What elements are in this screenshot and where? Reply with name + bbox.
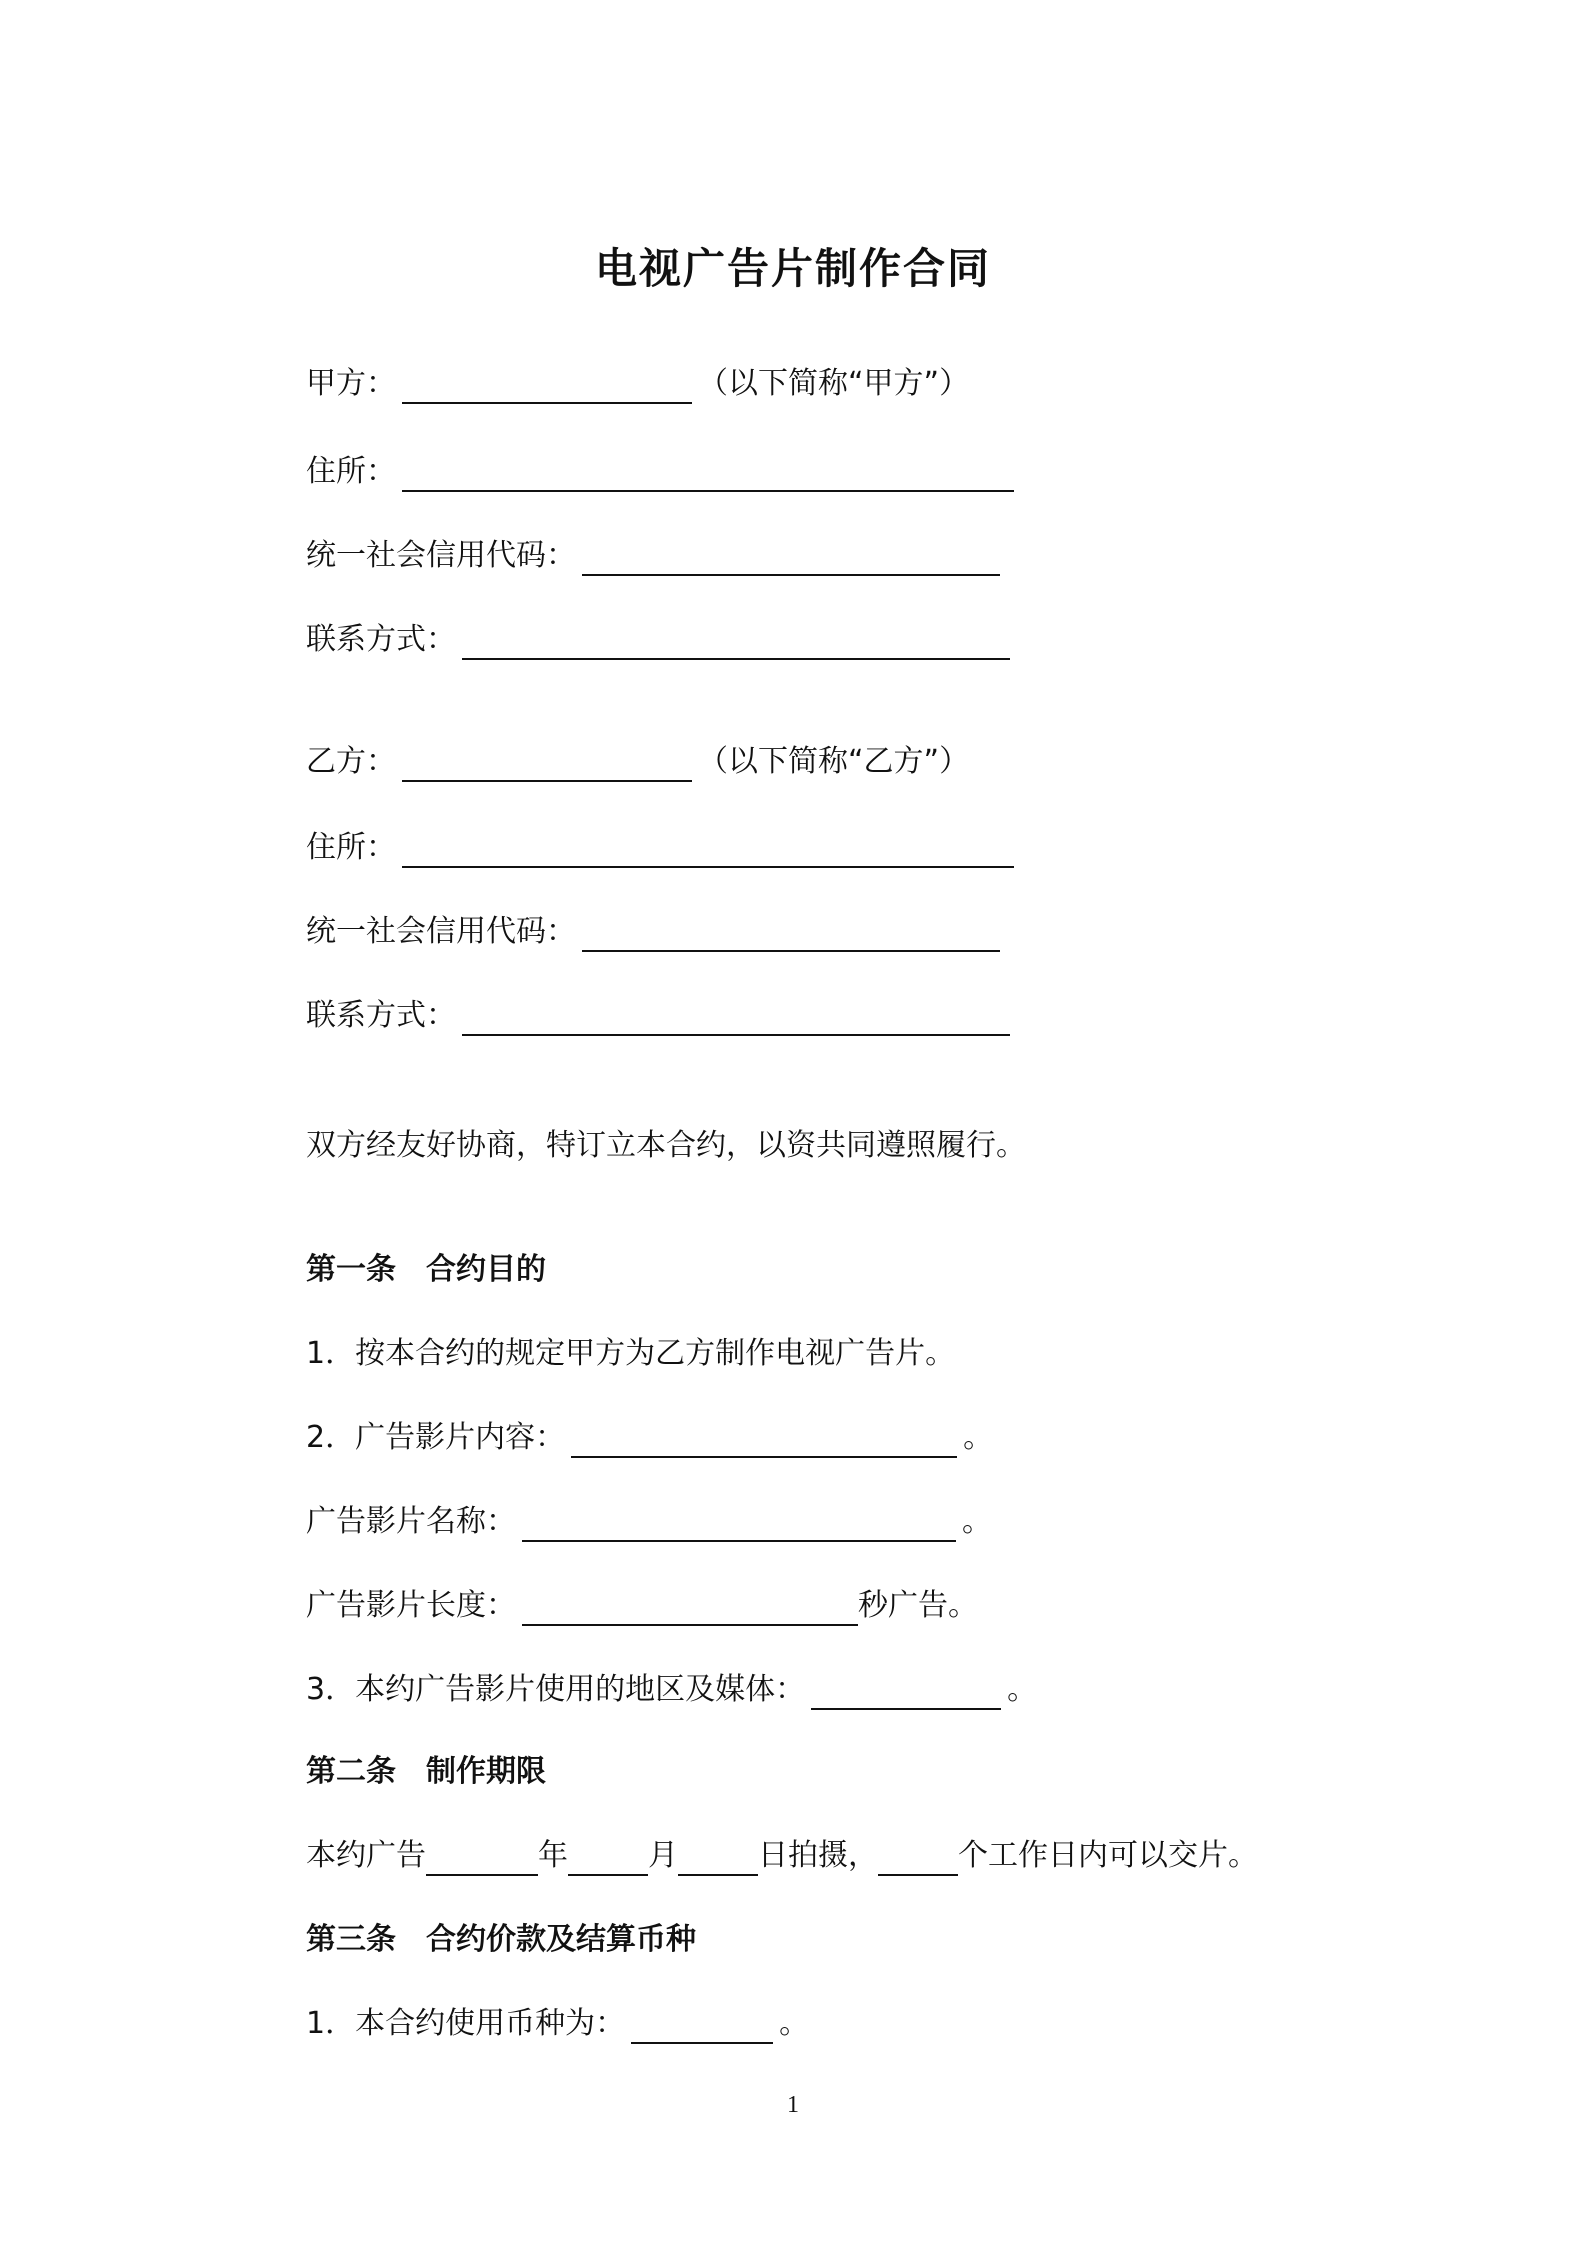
party-b-label: 乙方： xyxy=(306,744,396,779)
article-3-heading xyxy=(306,1920,696,1960)
article-2-number: 第二条 xyxy=(306,1754,396,1789)
media-region-blank[interactable] xyxy=(811,1674,1001,1710)
ad-name-blank[interactable] xyxy=(522,1506,956,1542)
period: 。 xyxy=(1007,1672,1038,1707)
article-2-heading xyxy=(306,1752,546,1792)
article-1-item-3 xyxy=(306,1670,1037,1710)
article-1-item-2 xyxy=(306,1418,993,1458)
party-a-credit-code-blank[interactable] xyxy=(582,540,1000,576)
party-b-credit-code-label: 统一社会信用代码： xyxy=(306,914,576,949)
ad-name-line xyxy=(306,1502,992,1542)
party-a-line xyxy=(306,364,969,404)
day-label: 日拍摄， xyxy=(758,1838,878,1873)
ad-length-label: 广告影片长度： xyxy=(306,1588,516,1623)
party-a-contact-line xyxy=(306,620,1016,660)
period: 。 xyxy=(779,2006,810,2041)
document-title: 电视广告片制作合同 xyxy=(594,244,991,293)
party-b-credit-code-blank[interactable] xyxy=(582,916,1000,952)
page-number: 1 xyxy=(787,2092,799,2118)
party-b-line xyxy=(306,742,969,782)
year-label: 年 xyxy=(538,1838,568,1873)
party-a-address-blank[interactable] xyxy=(402,456,1014,492)
article-3-number: 第三条 xyxy=(306,1922,396,1957)
party-b-contact-blank[interactable] xyxy=(462,1000,1010,1036)
party-b-address-line xyxy=(306,828,1020,868)
month-label: 月 xyxy=(648,1838,678,1873)
article-1-heading xyxy=(306,1250,546,1290)
party-b-contact-line xyxy=(306,996,1016,1036)
currency-blank[interactable] xyxy=(631,2008,773,2044)
party-a-credit-code-label: 统一社会信用代码： xyxy=(306,538,576,573)
article-1-item-1: 1．按本合约的规定甲方为乙方制作电视广告片。 xyxy=(306,1336,956,1371)
party-b-name-blank[interactable] xyxy=(402,746,692,782)
party-a-name-blank[interactable] xyxy=(402,368,692,404)
ad-name-label: 广告影片名称： xyxy=(306,1504,516,1539)
party-a-contact-label: 联系方式： xyxy=(306,622,456,657)
party-b-address-label: 住所： xyxy=(306,830,396,865)
schedule-intro: 本约广告 xyxy=(306,1838,426,1873)
party-b-address-blank[interactable] xyxy=(402,832,1014,868)
ad-length-line xyxy=(306,1586,978,1626)
ad-content-blank[interactable] xyxy=(571,1422,957,1458)
party-b-contact-label: 联系方式： xyxy=(306,998,456,1033)
delivery-text: 个工作日内可以交片。 xyxy=(958,1838,1258,1873)
article-1-title: 合约目的 xyxy=(426,1252,546,1287)
ad-length-suffix: 秒广告。 xyxy=(858,1588,978,1623)
media-region-label: 3．本约广告影片使用的地区及媒体： xyxy=(306,1672,806,1707)
currency-label: 1．本合约使用币种为： xyxy=(306,2006,626,2041)
day-blank[interactable] xyxy=(678,1840,758,1876)
party-a-address-line xyxy=(306,452,1020,492)
year-blank[interactable] xyxy=(426,1840,538,1876)
article-3-title: 合约价款及结算币种 xyxy=(426,1922,696,1957)
article-1-number: 第一条 xyxy=(306,1252,396,1287)
party-b-suffix: （以下简称“乙方”） xyxy=(698,744,970,779)
party-a-suffix: （以下简称“甲方”） xyxy=(698,366,970,401)
party-a-credit-code-line xyxy=(306,536,1006,576)
month-blank[interactable] xyxy=(568,1840,648,1876)
production-schedule-line xyxy=(306,1836,1258,1876)
party-a-contact-blank[interactable] xyxy=(462,624,1010,660)
working-days-blank[interactable] xyxy=(878,1840,958,1876)
ad-content-label: 2．广告影片内容： xyxy=(306,1420,566,1455)
ad-length-blank[interactable] xyxy=(522,1590,858,1626)
preamble: 双方经友好协商，特订立本合约，以资共同遵照履行。 xyxy=(306,1128,1026,1163)
period: 。 xyxy=(963,1420,994,1455)
party-a-address-label: 住所： xyxy=(306,454,396,489)
article-3-item-1 xyxy=(306,2004,809,2044)
party-a-label: 甲方： xyxy=(306,366,396,401)
period: 。 xyxy=(962,1504,992,1539)
party-b-credit-code-line xyxy=(306,912,1006,952)
article-2-title: 制作期限 xyxy=(426,1754,546,1789)
